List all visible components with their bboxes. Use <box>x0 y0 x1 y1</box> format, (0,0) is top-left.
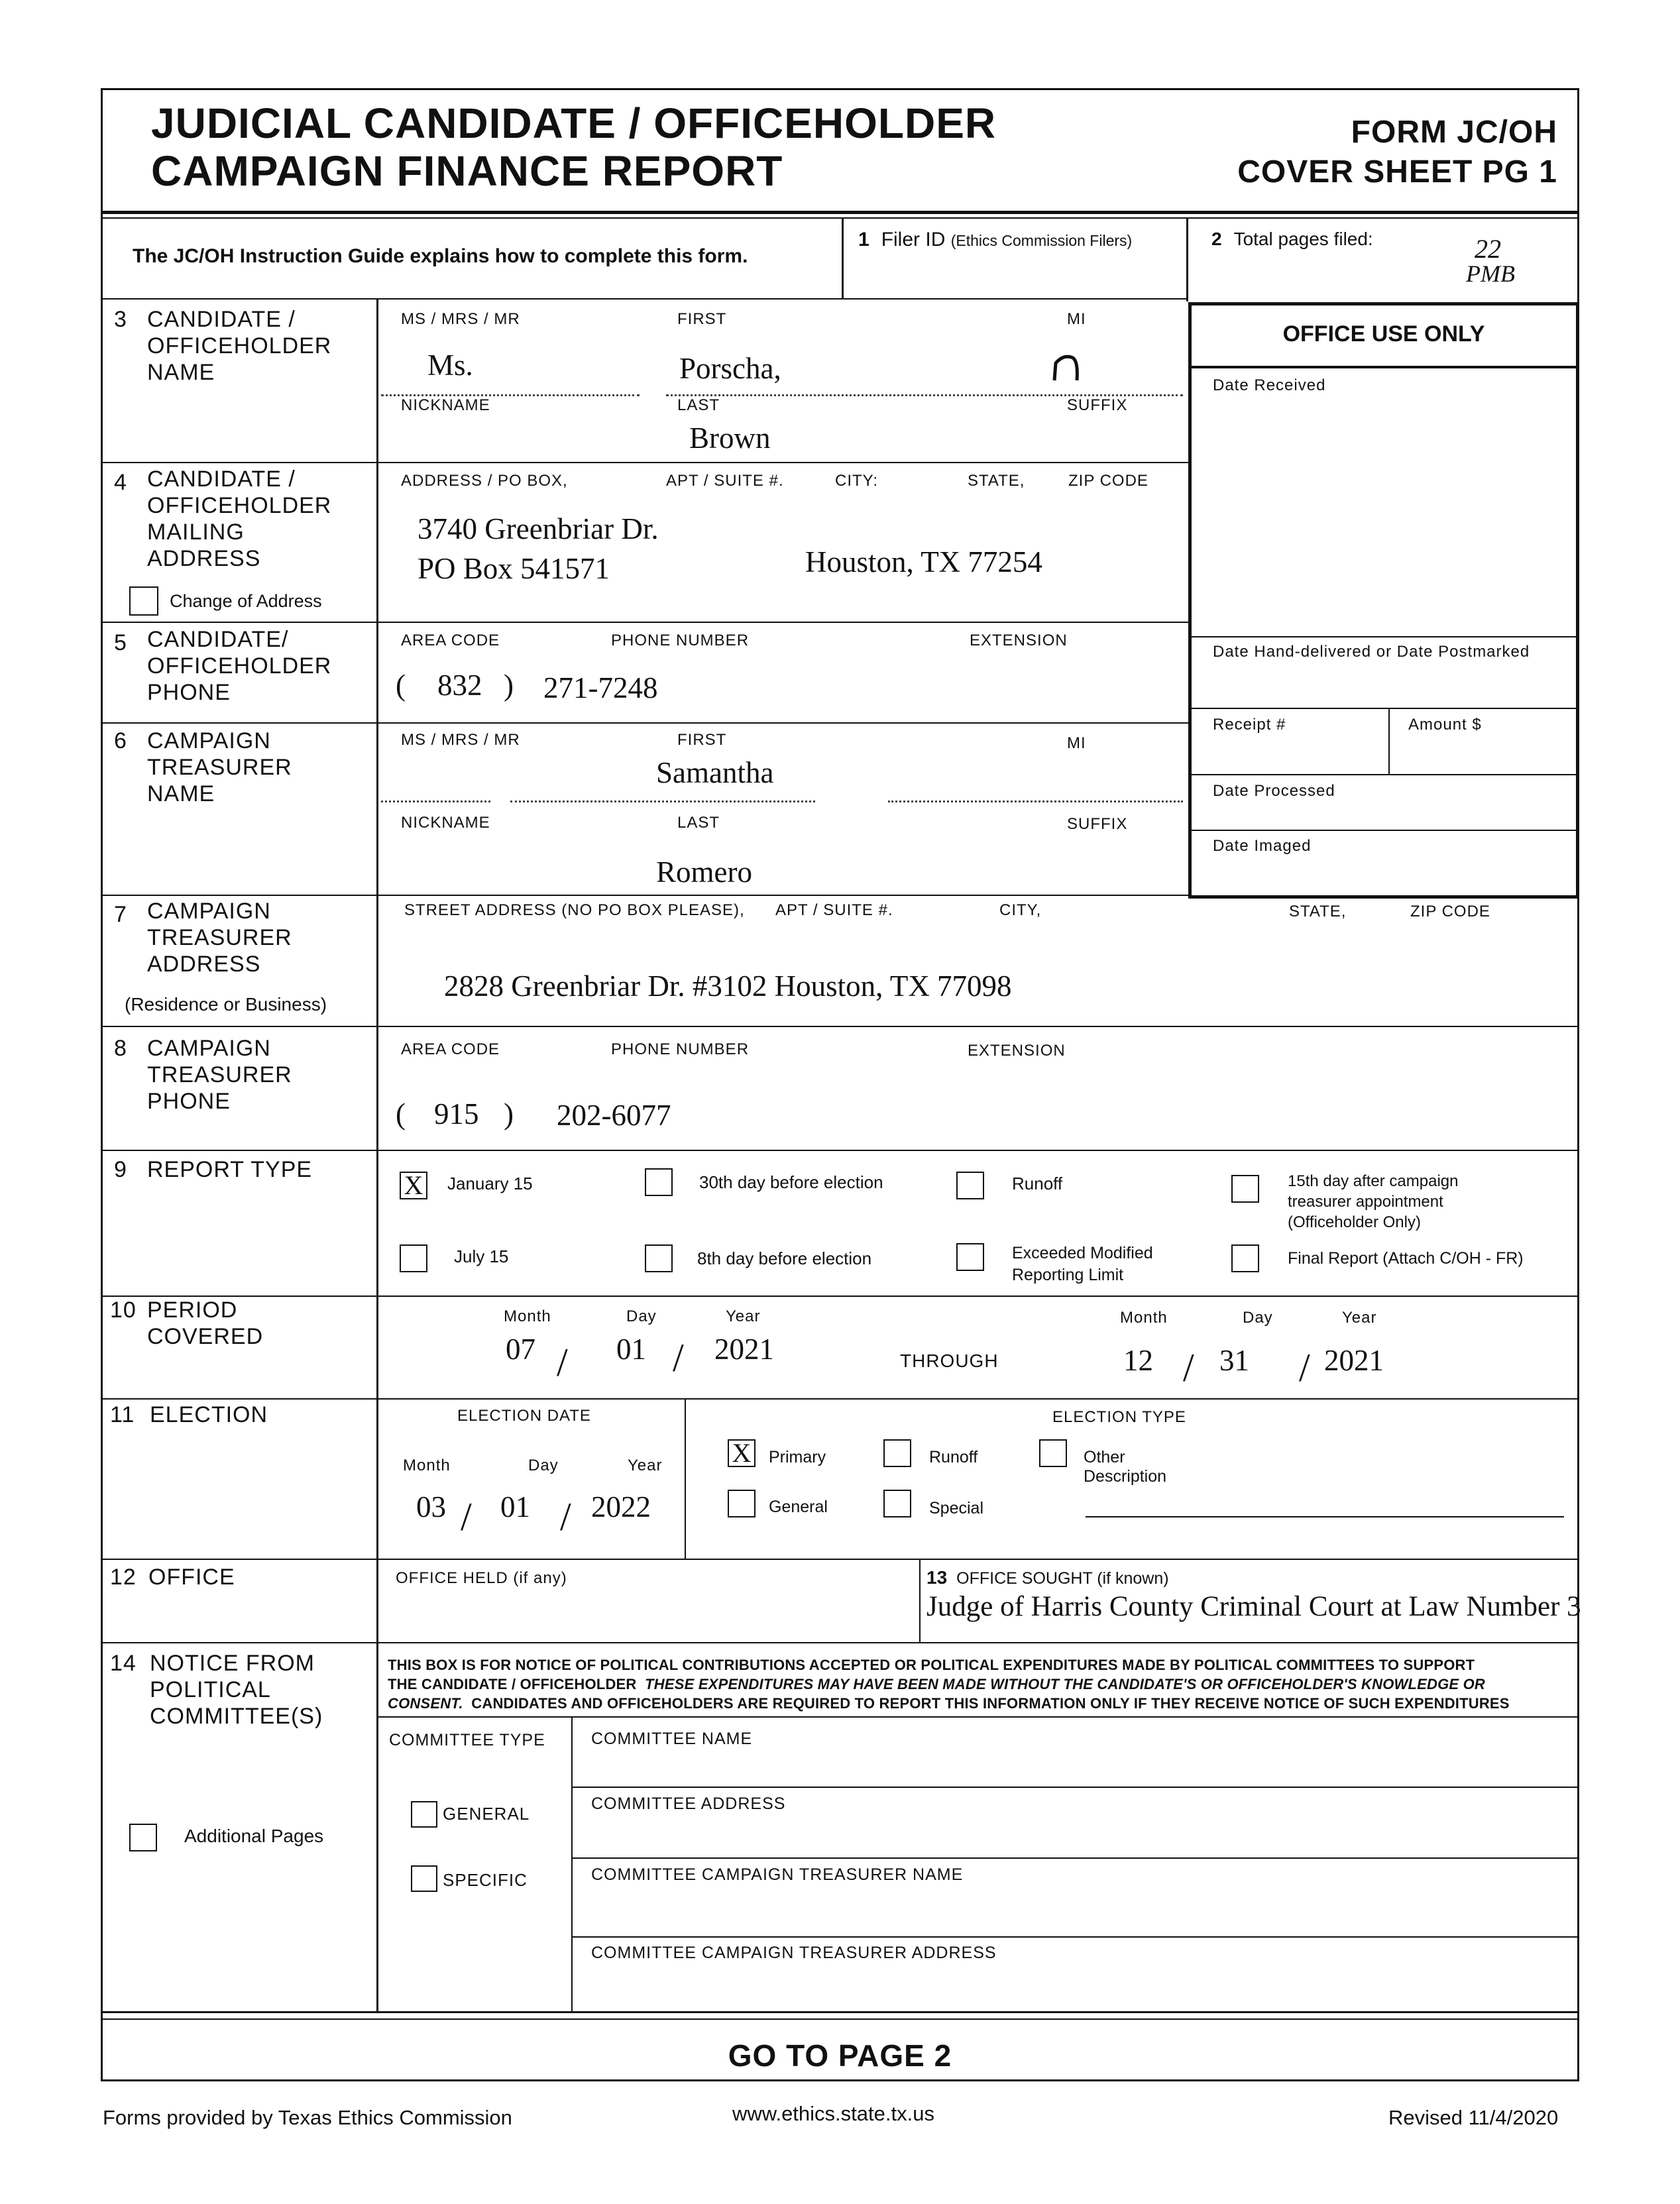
cover-sheet-label: COVER SHEET PG 1 <box>1237 154 1557 190</box>
s10-from-slash-2: / <box>673 1336 684 1380</box>
s14-notice-line-bc <box>388 1675 1567 1694</box>
s7-h-zip: ZIP CODE <box>1410 903 1490 920</box>
election-type-header: ELECTION TYPE <box>1052 1408 1186 1426</box>
instr-divider-1 <box>842 219 844 298</box>
other-checkbox[interactable] <box>1039 1439 1067 1467</box>
form-title-line2: CAMPAIGN FINANCE REPORT <box>151 147 783 195</box>
s6-h-first: FIRST <box>677 731 727 749</box>
s11-h-month: Month <box>403 1457 451 1474</box>
s5-paren-close: ) <box>504 669 514 702</box>
s10-h-month-from: Month <box>504 1307 551 1325</box>
s5-h-area: AREA CODE <box>401 632 500 649</box>
s10-h-day-to: Day <box>1243 1309 1273 1327</box>
s8-h-phone: PHONE NUMBER <box>611 1040 750 1058</box>
s11-year-value[interactable]: 2022 <box>591 1490 651 1523</box>
date-processed-label: Date Processed <box>1213 782 1335 800</box>
s14-notice <box>388 1655 1567 1713</box>
s3-h-last: LAST <box>677 396 720 414</box>
total-pages-initials: PMB <box>1466 260 1515 287</box>
s5-text: CANDIDATE/ OFFICEHOLDER PHONE <box>147 627 332 705</box>
office-use-title-line <box>1188 366 1579 368</box>
s5-h-ext: EXTENSION <box>970 632 1068 649</box>
committee-general-label: GENERAL <box>443 1804 530 1824</box>
exceeded-limit-label: Exceeded Modified Reporting Limit <box>1012 1244 1153 1284</box>
change-of-address-label: Change of Address <box>170 591 322 611</box>
s8-num: 8 <box>114 1036 127 1061</box>
s12-bottom <box>101 1642 1579 1643</box>
s11-h-day: Day <box>528 1457 559 1474</box>
committee-address-line <box>571 1857 1579 1859</box>
s14-notice-b: THE CANDIDATE / OFFICEHOLDER <box>388 1676 637 1692</box>
s5-h-phone: PHONE NUMBER <box>611 632 750 649</box>
office-use-line-2 <box>1188 708 1579 709</box>
form-id: FORM JC/OH <box>1351 115 1557 150</box>
s14-bottom <box>101 2011 1579 2013</box>
s7-bottom <box>101 1026 1579 1027</box>
total-pages-label <box>1211 229 1373 250</box>
footer-left: Forms provided by Texas Ethics Commission <box>103 2106 512 2129</box>
s6-text: CAMPAIGN TREASURER NAME <box>147 728 292 806</box>
s5-bottom <box>101 722 1188 724</box>
s6-h-nick: NICKNAME <box>401 814 490 832</box>
s10-bottom <box>101 1398 1579 1400</box>
s4-bottom <box>101 622 1188 623</box>
s8-paren-open: ( <box>396 1097 406 1130</box>
s4-h-addr: ADDRESS / PO BOX, <box>401 472 568 490</box>
s11-month-value[interactable]: 03 <box>416 1490 446 1523</box>
s14-col-divider <box>571 1718 573 2011</box>
committee-treasurer-line <box>571 1936 1579 1938</box>
s4-line2-value[interactable]: PO Box 541571 <box>418 552 610 585</box>
special-label: Special <box>929 1499 983 1517</box>
s11-day-value[interactable]: 01 <box>500 1490 530 1523</box>
s8-bottom <box>101 1150 1579 1151</box>
form-title-line1: JUDICIAL CANDIDATE / OFFICEHOLDER <box>151 99 997 147</box>
s4-h-city: CITY: <box>835 472 879 490</box>
total-pages-num: 2 <box>1211 229 1222 249</box>
s4-h-zip: ZIP CODE <box>1068 472 1148 490</box>
s10-from-year[interactable]: 2021 <box>714 1333 774 1366</box>
s14-notice-bottom <box>378 1716 1579 1718</box>
s9-bottom <box>101 1295 1579 1297</box>
committee-specific-checkbox[interactable] <box>411 1865 437 1892</box>
label-column-divider <box>376 300 378 2011</box>
30th-day-checkbox[interactable] <box>645 1168 673 1196</box>
s5-num: 5 <box>114 630 127 655</box>
go-to-page-2[interactable]: GO TO PAGE 2 <box>728 2038 952 2073</box>
office-use-line-3 <box>1188 774 1579 775</box>
s9-text: REPORT TYPE <box>147 1157 313 1182</box>
8th-day-checkbox[interactable] <box>645 1244 673 1272</box>
s10-to-slash-2: / <box>1299 1346 1310 1390</box>
committee-specific-label: SPECIFIC <box>443 1870 528 1890</box>
s5-area-value[interactable]: 832 <box>437 669 482 702</box>
header-divider-thin <box>101 217 1579 219</box>
15th-day-checkbox[interactable] <box>1231 1175 1259 1203</box>
s8-h-area: AREA CODE <box>401 1040 500 1058</box>
date-imaged-label: Date Imaged <box>1213 837 1312 855</box>
committee-name-header: COMMITTEE NAME <box>591 1730 753 1748</box>
special-checkbox[interactable] <box>883 1490 911 1517</box>
office-held-header: OFFICE HELD (if any) <box>396 1569 567 1587</box>
s6-first-value[interactable]: Samantha <box>656 756 774 789</box>
s12-num: 12 <box>110 1565 137 1590</box>
s12-text: OFFICE <box>148 1565 235 1590</box>
committee-name-line <box>571 1787 1579 1788</box>
runoff-report-checkbox[interactable] <box>956 1172 984 1199</box>
footer-right: Revised 11/4/2020 <box>1388 2106 1559 2129</box>
s13-text: OFFICE SOUGHT (if known) <box>956 1569 1169 1588</box>
s4-num: 4 <box>114 470 127 495</box>
receipt-divider <box>1388 708 1390 774</box>
election-runoff-checkbox[interactable] <box>883 1439 911 1467</box>
s10-to-year[interactable]: 2021 <box>1324 1344 1384 1377</box>
30th-day-label: 30th day before election <box>699 1172 883 1192</box>
s10-from-month[interactable]: 07 <box>506 1333 535 1366</box>
s10-through: THROUGH <box>900 1350 999 1371</box>
form-id-block <box>1160 113 1557 192</box>
s10-text: PERIOD COVERED <box>147 1297 264 1349</box>
instr-row-bottom <box>101 298 1188 300</box>
primary-checkbox[interactable]: X <box>728 1439 756 1467</box>
january-15-checkbox[interactable]: X <box>400 1172 427 1199</box>
s3-title-value[interactable]: Ms. <box>427 349 473 382</box>
date-hand-label: Date Hand-delivered or Date Postmarked <box>1213 643 1530 661</box>
15th-day-label: 15th day after campaign treasurer appointment (Officeholder Only) <box>1288 1172 1459 1231</box>
footer-center[interactable]: www.ethics.state.tx.us <box>732 2102 934 2125</box>
s11-bottom <box>101 1559 1579 1560</box>
s14-num: 14 <box>110 1651 137 1676</box>
s3-num: 3 <box>114 307 127 332</box>
s7-h-city: CITY, <box>999 901 1042 919</box>
s3-h-nick: NICKNAME <box>401 396 490 414</box>
s14-notice-line-de <box>388 1694 1567 1713</box>
office-use-line-4 <box>1188 830 1579 831</box>
s14-bottom-2 <box>101 2018 1579 2020</box>
s10-from-day[interactable]: 01 <box>616 1333 646 1366</box>
s4-h-apt: APT / SUITE #. <box>666 472 784 490</box>
change-of-address-checkbox[interactable] <box>129 586 158 616</box>
s13-num: 13 <box>926 1567 948 1588</box>
s11-text: ELECTION <box>150 1402 268 1427</box>
office-use-title: OFFICE USE ONLY <box>1282 321 1485 347</box>
s4-h-state: STATE, <box>968 472 1025 490</box>
s7-num: 7 <box>114 902 127 927</box>
s3-h-title: MS / MRS / MR <box>401 310 520 328</box>
committee-address-header: COMMITTEE ADDRESS <box>591 1794 786 1813</box>
general-election-checkbox[interactable] <box>728 1490 756 1517</box>
s6-num: 6 <box>114 728 127 753</box>
s6-last-value[interactable]: Romero <box>656 855 752 889</box>
s3-bottom <box>101 462 1188 463</box>
committee-general-checkbox[interactable] <box>411 1801 437 1828</box>
instruction-text: The JC/OH Instruction Guide explains how to complete this form. <box>133 245 748 267</box>
s8-h-ext: EXTENSION <box>968 1042 1066 1060</box>
committee-treasurer-address-header: COMMITTEE CAMPAIGN TREASURER ADDRESS <box>591 1944 997 1962</box>
s14-text: NOTICE FROM POLITICAL COMMITTEE(S) <box>150 1651 323 1729</box>
s14-notice-e: CANDIDATES AND OFFICEHOLDERS ARE REQUIRED TO REPORT THIS INFORMATION ONLY IF THEY RECEIVE NOTICE OF SUCH EXPENDITURES <box>471 1695 1510 1712</box>
s3-mi-mark <box>1050 351 1084 384</box>
s10-to-month[interactable]: 12 <box>1123 1344 1153 1377</box>
committee-type-header: COMMITTEE TYPE <box>389 1731 545 1749</box>
filer-id-text: Filer ID <box>881 229 946 250</box>
s3-last-value[interactable]: Brown <box>689 421 771 455</box>
s7-h-state: STATE, <box>1289 903 1347 920</box>
8th-day-label: 8th day before election <box>697 1248 872 1268</box>
s8-area-value[interactable]: 915 <box>434 1097 479 1130</box>
s4-text: CANDIDATE / OFFICEHOLDER MAILING ADDRESS <box>147 467 332 571</box>
s6-h-mi: MI <box>1067 734 1086 752</box>
s6-h-suffix: SUFFIX <box>1067 815 1128 833</box>
january-15-label: January 15 <box>447 1174 533 1193</box>
general-election-label: General <box>769 1498 828 1516</box>
s6-bottom <box>101 895 1188 896</box>
s10-h-year-to: Year <box>1342 1309 1377 1327</box>
s6-dotted-2 <box>510 800 815 802</box>
s3-h-first: FIRST <box>677 310 727 328</box>
s10-to-slash-1: / <box>1183 1346 1194 1390</box>
s4-line1-value[interactable]: 3740 Greenbriar Dr. <box>418 512 659 545</box>
filer-id-note: (Ethics Commission Filers) <box>950 232 1133 249</box>
s10-h-month-to: Month <box>1120 1309 1168 1327</box>
office-sought-header <box>926 1567 1169 1588</box>
committee-treasurer-header: COMMITTEE CAMPAIGN TREASURER NAME <box>591 1865 964 1884</box>
primary-label: Primary <box>769 1448 826 1466</box>
header-divider <box>101 211 1579 214</box>
s8-phone-value[interactable]: 202-6077 <box>557 1099 671 1132</box>
frame-bottom <box>101 2079 1579 2081</box>
s7-address-value[interactable]: 2828 Greenbriar Dr. #3102 Houston, TX 77098 <box>444 969 1012 1003</box>
total-pages-text: Total pages filed: <box>1233 229 1373 249</box>
s10-h-day-from: Day <box>626 1307 657 1325</box>
s6-dotted-3 <box>888 800 1183 802</box>
filer-id-label <box>858 229 1132 251</box>
s11-divider <box>685 1400 686 1559</box>
s8-paren-close: ) <box>504 1097 514 1130</box>
s12-divider <box>919 1560 921 1643</box>
s6-dotted-1 <box>381 800 490 802</box>
s7-h-apt: APT / SUITE #. <box>775 901 893 919</box>
s7-h-street: STREET ADDRESS (NO PO BOX PLEASE), <box>404 901 745 919</box>
s10-from-slash-1: / <box>557 1341 568 1384</box>
filer-id-value[interactable] <box>862 265 1166 292</box>
additional-pages-checkbox[interactable] <box>129 1824 157 1851</box>
s10-h-year-from: Year <box>726 1307 761 1325</box>
frame-left <box>101 88 103 2081</box>
additional-pages-label: Additional Pages <box>184 1826 324 1846</box>
s6-h-title: MS / MRS / MR <box>401 731 520 749</box>
office-sought-value[interactable]: Judge of Harris County Criminal Court at Law Number 3 <box>926 1591 1581 1622</box>
instr-divider-2 <box>1186 219 1188 302</box>
total-pages-value: 22 <box>1475 234 1501 264</box>
s5-paren-open: ( <box>396 669 406 702</box>
other-label: Other Description <box>1084 1448 1167 1486</box>
amount-label: Amount $ <box>1408 716 1482 734</box>
s7-text: CAMPAIGN TREASURER ADDRESS <box>147 899 292 977</box>
runoff-report-label: Runoff <box>1012 1174 1063 1193</box>
s9-num: 9 <box>114 1157 127 1182</box>
s11-h-year: Year <box>628 1457 663 1474</box>
date-received-label: Date Received <box>1213 376 1326 394</box>
s14-notice-c: THESE EXPENDITURES MAY HAVE BEEN MADE WITHOUT THE CANDIDATE'S OR OFFICEHOLDER'S KNOWLEDGE OR <box>645 1676 1486 1692</box>
s11-slash-1: / <box>461 1495 472 1539</box>
july-15-checkbox[interactable] <box>400 1244 427 1272</box>
receipt-label: Receipt # <box>1213 716 1286 734</box>
s3-h-suffix: SUFFIX <box>1067 396 1128 414</box>
office-use-line-1 <box>1188 636 1579 637</box>
july-15-label: July 15 <box>454 1246 509 1266</box>
s3-first-value[interactable]: Porscha, <box>679 352 781 385</box>
final-report-label: Final Report (Attach C/OH - FR) <box>1288 1249 1524 1268</box>
s6-h-last: LAST <box>677 814 720 832</box>
s14-notice-line-a: THIS BOX IS FOR NOTICE OF POLITICAL CONTRIBUTIONS ACCEPTED OR POLITICAL EXPENDITURES MADE BY POLITICAL COMMITTEES TO SUPPORT <box>388 1657 1475 1673</box>
s4-city-state-zip-value[interactable]: Houston, TX 77254 <box>805 545 1042 579</box>
election-runoff-label: Runoff <box>929 1448 978 1466</box>
s14-notice-d: CONSENT. <box>388 1695 463 1712</box>
filer-id-num: 1 <box>858 229 869 250</box>
s11-num: 11 <box>110 1402 135 1427</box>
election-date-header: ELECTION DATE <box>457 1407 591 1425</box>
exceeded-limit-checkbox[interactable] <box>956 1243 984 1271</box>
s3-h-mi: MI <box>1067 310 1086 328</box>
s7-sub: (Residence or Business) <box>125 994 327 1015</box>
s8-text: CAMPAIGN TREASURER PHONE <box>147 1036 292 1114</box>
office-held-value[interactable] <box>396 1597 913 1637</box>
frame-top <box>101 88 1579 90</box>
other-description-line <box>1086 1516 1564 1517</box>
s11-slash-2: / <box>560 1495 571 1539</box>
s5-phone-value[interactable]: 271-7248 <box>543 671 658 704</box>
s10-num: 10 <box>110 1297 137 1323</box>
s3-text: CANDIDATE / OFFICEHOLDER NAME <box>147 307 332 385</box>
final-report-checkbox[interactable] <box>1231 1244 1259 1272</box>
s10-to-day[interactable]: 31 <box>1219 1344 1249 1377</box>
form-title <box>151 99 996 195</box>
